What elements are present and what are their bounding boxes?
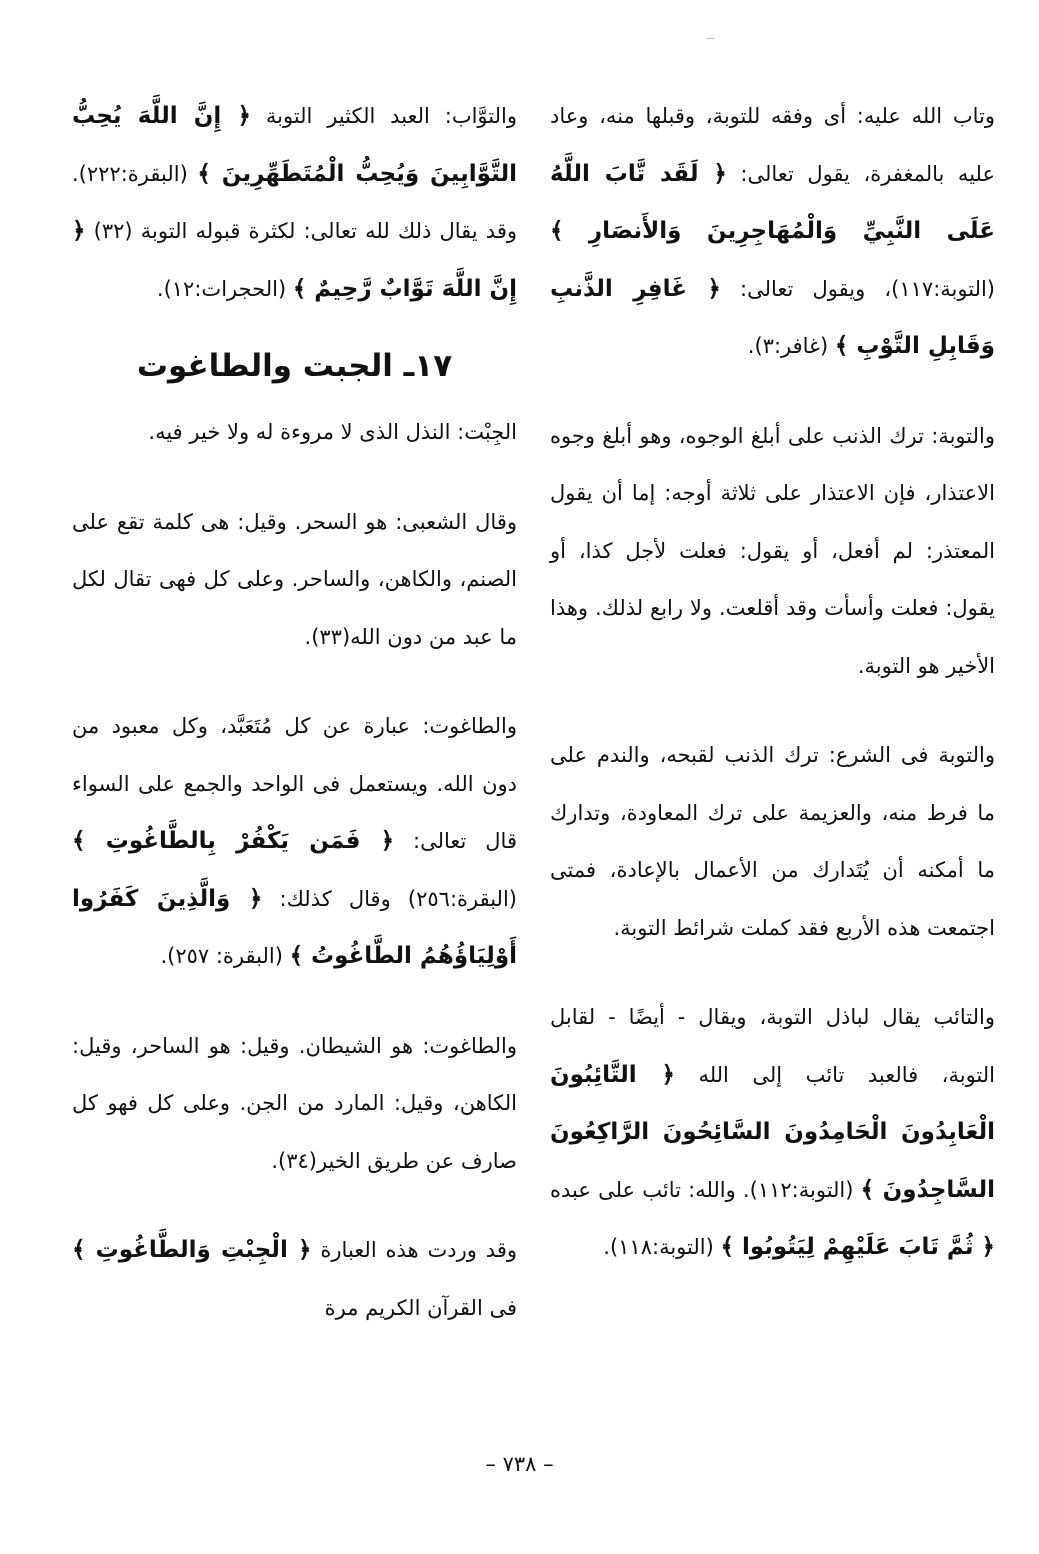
paragraph-shabi: وقال الشعبى: هو السحر. وقيل: هى كلمة تقع على الصنم، والكاهن، والساحر. وعلى كل فهى تقال لكل ما عبد من دون الله(٣٣). [72, 509, 517, 649]
quran-quote: ﴿ إِنَّ اللَّهَ تَوَّابٌ رَّحِيمٌ ﴾ [72, 218, 517, 302]
quran-quote: ﴿ ثُمَّ تَابَ عَلَيْهِمْ لِيَتُوبُوا ﴾ [720, 1234, 995, 1260]
paragraph-taib [550, 989, 995, 1277]
paragraph-jibt: الجِبْت: النذل الذى لا مروءة له ولا خير فيه. [148, 420, 517, 444]
paragraph-tawwab [72, 88, 517, 318]
section-heading: ١٧ـ الجبت والطاغوت [136, 348, 453, 384]
text: (البقرة: ٢٥٧). [160, 944, 290, 968]
page-number: – ٧٣٨ – [485, 1452, 554, 1476]
paragraph-tawba-definition: والتوبة: ترك الذنب على أبلغ الوجوه، وهو أبلغ وجوه الاعتذار، فإن الاعتذار على ثلاثة أوجه: إما أن يقول المعتذر: لم أفعل، أو يقول: فعلت لأجل كذا، أو يقول: فعلت وأسأت وقد أقلعت. ولا رابع لذلك. وهذا الأخير هو التوبة. [550, 423, 995, 678]
paragraph-taghut [72, 698, 517, 986]
text: والتائب يقال لباذل التوبة، ويقال - أيضًا - لقابل التوبة، فالعبد تائب إلى الله [550, 1005, 995, 1087]
text: (البقرة:٢٥٦) وقال كذلك: [262, 886, 517, 911]
quran-quote: ﴿ وَالَّذِينَ كَفَرُوا أَوْلِيَاؤُهُمُ الطَّاغُوتُ ﴾ [72, 885, 517, 969]
quran-quote: ﴿ فَمَن يَكْفُرْ بِالطَّاغُوتِ ﴾ [72, 828, 395, 854]
scan-mark [706, 38, 714, 39]
text: والتوَّاب: العبد الكثير التوبة [250, 104, 517, 128]
text: (غافر:٣). [747, 334, 835, 358]
quran-quote: ﴿ التَّائِبُونَ الْعَابِدُونَ الْحَامِدُونَ السَّائِحُونَ الرَّاكِعُونَ السَّاجِدُونَ ﴾ [550, 1061, 995, 1203]
paragraph-taghut-shaitan: والطاغوت: هو الشيطان. وقيل: هو الساحر، وقيل: الكاهن، وقيل: المارد من الجن. وعلى كل فهو كل صارف عن طريق الخير(٣٤). [72, 1033, 517, 1173]
quran-quote: ﴿ إِنَّ اللَّهَ يُحِبُّ التَّوَّابِينَ وَيُحِبُّ الْمُتَطَهِّرِينَ ﴾ [72, 103, 517, 187]
quran-quote: ﴿ الْجِبْتِ وَالطَّاغُوتِ ﴾ [72, 1237, 312, 1263]
text: (الحجرات:١٢). [156, 276, 293, 301]
text: وتاب الله عليه: أى وفقه للتوبة، وقبلها منه، وعاد عليه بالمغفرة، يقول تعالى: [550, 104, 996, 186]
right-column [550, 88, 995, 1277]
text: والطاغوت: عبارة عن كل مُتَعَبَّد، وكل معبود من دون الله. ويستعمل فى الواحد والجمع على السواء قال تعالى: [72, 714, 517, 853]
quran-quote: ﴿ لَقَد تَّابَ اللَّهُ عَلَى النَّبِيِّ وَالْمُهَاجِرِينَ وَالأَنصَارِ ﴾ [550, 160, 995, 244]
text: وقد وردت هذه العبارة [311, 1238, 517, 1262]
text: (التوبة:١١٨). [603, 1235, 721, 1259]
text: (البقرة:٢٢٢). وقد يقال ذلك لله تعالى: لكثرة قبوله التوبة (٣٢) [72, 161, 518, 243]
text: فى القرآن الكريم مرة [324, 1295, 517, 1320]
paragraph-jibt-taghut-quran [72, 1222, 517, 1337]
paragraph-tawba-sharia: والتوبة فى الشرع: ترك الذنب لقبحه، والندم على ما فرط منه، والعزيمة على ترك المعاودة، وتدارك ما أمكنه أن يُتَدارك من الأعمال بالإعادة، فمتى اجتمعت هذه الأربع فقد كملت شرائط التوبة. [550, 743, 995, 940]
text: (التوبة:١١٧)، ويقول تعالى: [720, 276, 995, 301]
quran-quote: ﴿ غَافِرِ الذَّنبِ وَقَابِلِ التَّوْبِ ﴾ [550, 275, 995, 359]
text: (التوبة:١١٢). والله: تائب على عبده [550, 1177, 861, 1202]
left-column [72, 88, 517, 1337]
paragraph-tawba-meaning [550, 88, 995, 376]
